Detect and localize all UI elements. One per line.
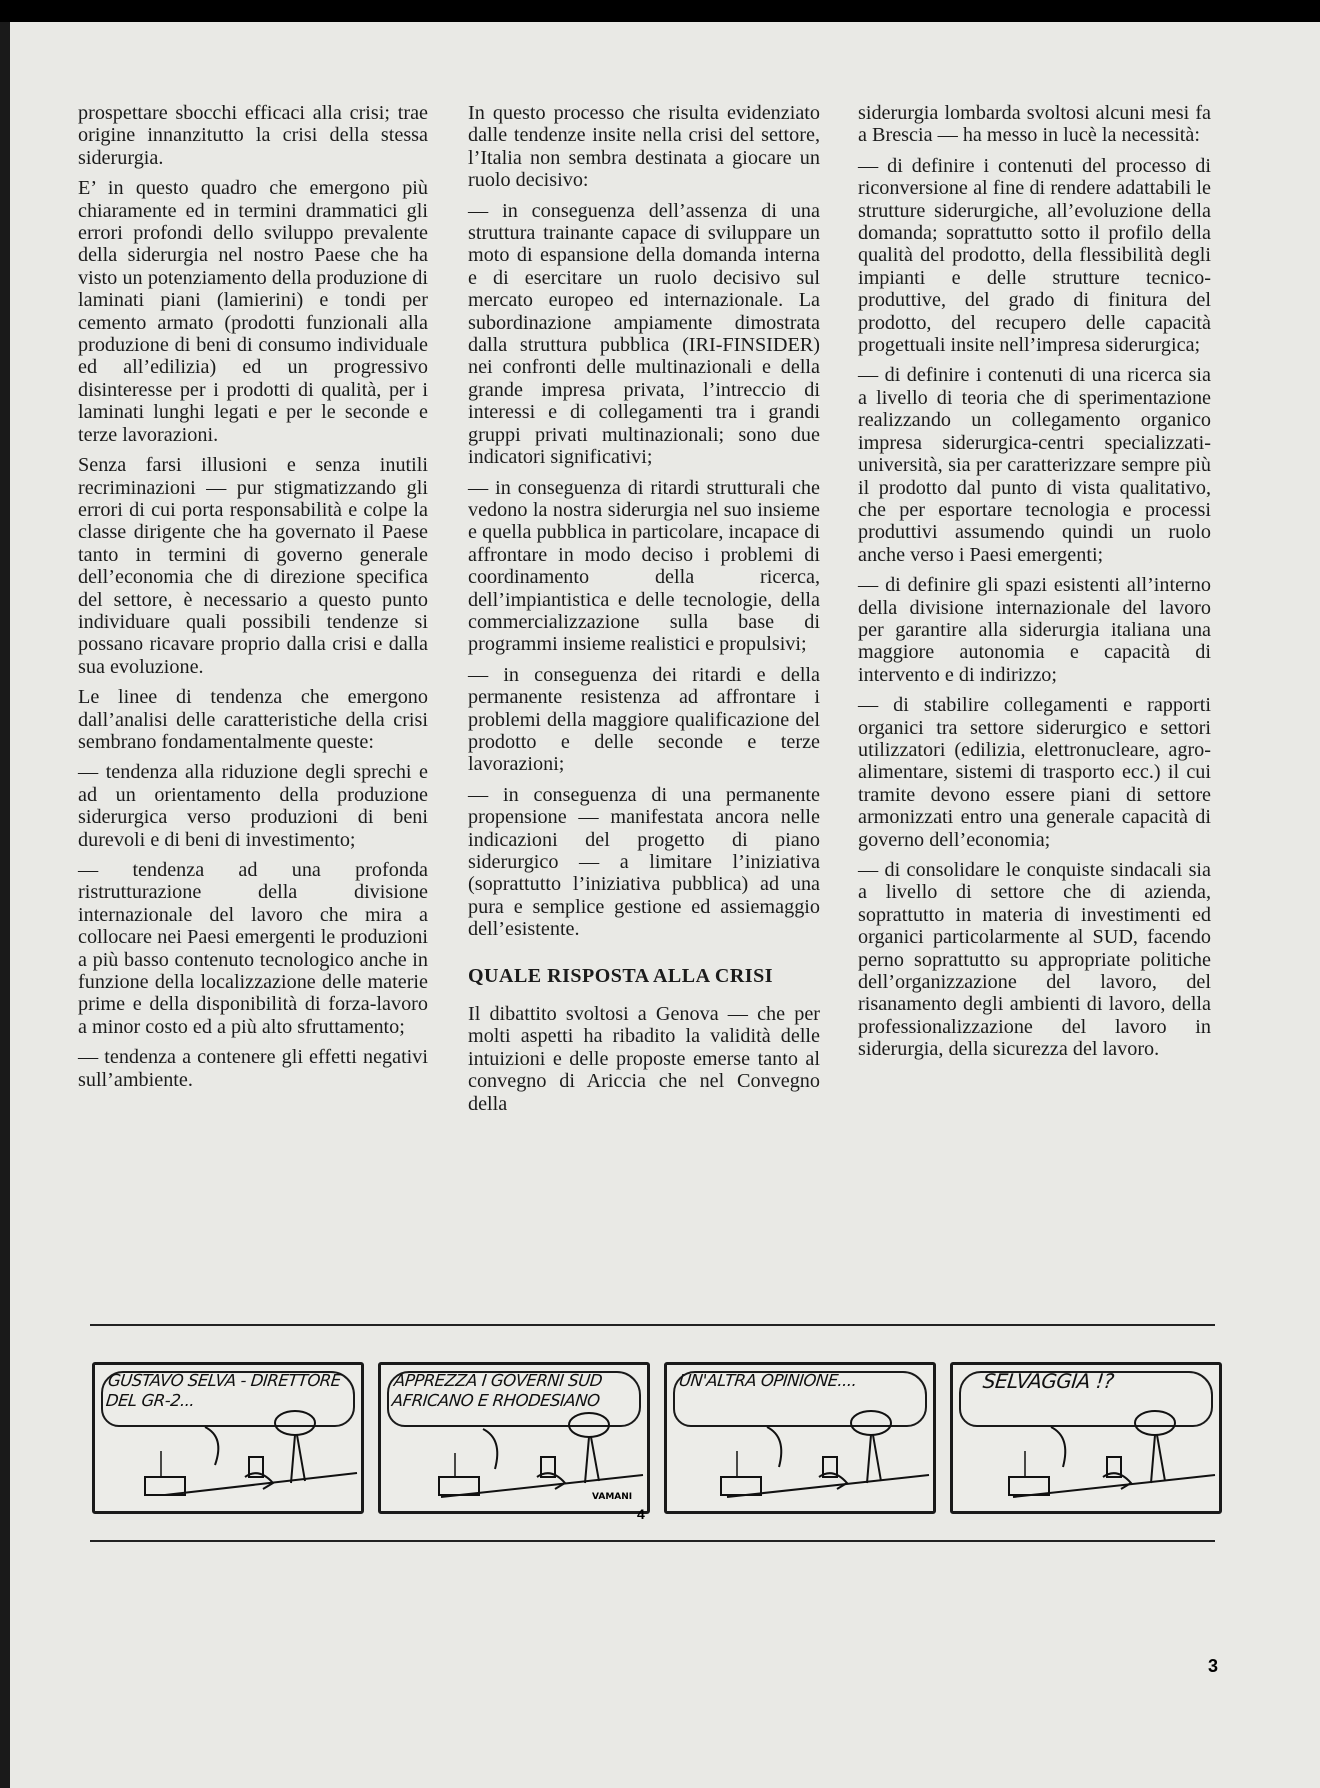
- artist-signature: VAMANI: [592, 1492, 633, 1502]
- magazine-page: [0, 22, 1320, 1788]
- comic-panel-3: [664, 1362, 936, 1514]
- paragraph: Il dibattito svoltosi a Genova — che per molti aspetti ha ribadito la validità delle intuizioni e delle proposte emerse tanto al convegno di Ariccia che nel Convegno della: [468, 1003, 820, 1115]
- speech-text: UN'ALTRA OPINIONE....: [678, 1371, 858, 1390]
- comic-panel-1: [92, 1362, 364, 1514]
- page-number: 3: [1208, 1656, 1219, 1676]
- speech-text: SELVAGGIA !?: [981, 1369, 1115, 1393]
- speech-text: APPREZZA I GOVERNI SUD AFRICANO E RHODESIANO: [391, 1371, 604, 1410]
- speech-text: GUSTAVO SELVA - DIRETTORE DEL GR-2...: [105, 1371, 342, 1410]
- comic-strip: [92, 1362, 1217, 1510]
- cartoon-figure-icon: [95, 1365, 361, 1511]
- paragraph: E’ in questo quadro che emergono più chiaramente ed in termini drammatici gli errori profondi dello sviluppo prevalente della siderurgia nel nostro Paese che ha visto un potenziamento della produzione di laminati piani (lamierini) e tondi per cemento armato (prodotti funzionali alla produzione di beni di consumo individuale ed all’edilizia) ed un progressivo disinteresse per i prodotti di qualità, per i laminati lunghi legati e per le seconde e terze lavorazioni.: [78, 177, 428, 446]
- paragraph: — in conseguenza di ritardi strutturali che vedono la nostra siderurgia nel suo insieme e quella pubblica in particolare, incapace di affrontare in modo deciso i problemi di coordinamento della ricerca, dell’impiantistica e delle tecnologie, della commercializzazione sulla base di programmi insieme realistici e propulsivi;: [468, 476, 820, 656]
- paragraph: — in conseguenza dell’assenza di una struttura trainante capace di sviluppare un moto di espansione della domanda interna e di esercitare un ruolo decisivo sul mercato europeo ed internazionale. La subordinazione ampiamente dimostrata dalla struttura pubblica (IRI-FINSIDER) nei confronti delle multinazionali e della grande impresa privata, l’intreccio di interessi e di collegamenti tra i grandi gruppi privati multinazionali; sono due indicatori significativi;: [468, 199, 820, 469]
- paragraph: — di definire gli spazi esistenti all’interno della divisione internazionale del lavoro per garantire alla siderurgia italiana una maggiore autonomia e capacità di intervento e di indirizzo;: [858, 574, 1211, 686]
- comic-panel-4: [950, 1362, 1222, 1514]
- paragraph: In questo processo che risulta evidenziato dalle tendenze insite nella crisi del settore, l’Italia non sembra destinata a giocare un ruolo decisivo:: [468, 102, 820, 192]
- center-mark: 4: [637, 1506, 645, 1522]
- paragraph: — tendenza a contenere gli effetti negativi sull’ambiente.: [78, 1046, 428, 1091]
- cartoon-figure-icon: [953, 1365, 1219, 1511]
- top-rule: [90, 1324, 1215, 1326]
- paragraph: — di definire i contenuti di una ricerca sia a livello di teoria che di sperimentazione realizzando un collegamento organico impresa siderurgica-centri specializzati-università, sia per caratterizzare sempre più il prodotto dal punto di vista qualitativo, che per esportare tecnologia e processi produttivi assumendo quindi un ruolo anche verso i Paesi emergenti;: [858, 364, 1211, 566]
- paragraph: Le linee di tendenza che emergono dall’analisi delle caratteristiche della crisi sembrano fondamentalmente queste:: [78, 686, 428, 753]
- cartoon-figure-icon: [667, 1365, 933, 1511]
- paragraph: — di stabilire collegamenti e rapporti organici tra settore siderurgico e settori utilizzatori (edilizia, elettronucleare, agro-alimentare, sistemi di trasporto ecc.) il cui tramite devono essere piani di settore armonizzati entro una generale capacità di governo dell’economia;: [858, 694, 1211, 851]
- paragraph: — in conseguenza di una permanente propensione — manifestata ancora nelle indicazioni del progetto di piano siderurgico — a limitare l’iniziativa (soprattutto l’iniziativa pubblica) ad una pura e semplice gestione ed assiemaggio dell’esistente.: [468, 783, 820, 941]
- paragraph: prospettare sbocchi efficaci alla crisi; trae origine innanzitutto la crisi della stessa siderurgia.: [78, 102, 428, 169]
- paragraph: — in conseguenza dei ritardi e della permanente resistenza ad affrontare i problemi della maggiore qualificazione del prodotto e delle seconde e terze lavorazioni;: [468, 663, 820, 776]
- text-column-3: [858, 102, 1211, 1069]
- text-column-2: [468, 102, 820, 1123]
- paragraph: — di consolidare le conquiste sindacali sia a livello di settore che di azienda, soprattutto in materia di investimenti ed organici particolarmente al SUD, facendo perno soprattutto su appropriate politiche dell’organizzazione del lavoro, del risanamento degli ambienti di lavoro, della professionalizzazione del lavoro in siderurgia, della sicurezza del lavoro.: [858, 859, 1211, 1061]
- bottom-rule: [90, 1540, 1215, 1542]
- paragraph: — tendenza ad una profonda ristrutturazione della divisione internazionale del lavoro che mira a collocare nei Paesi emergenti le produzioni a più basso contenuto tecnologico anche in funzione della localizzazione delle materie prime e della disponibilità di forza-lavoro a minor costo ed a più alto sfruttamento;: [78, 859, 428, 1038]
- paragraph: Senza farsi illusioni e senza inutili recriminazioni — pur stigmatizzando gli errori di cui porta responsabilità e colpe la classe dirigente che ha governato il Paese tanto in termini di governo generale dell’economia che di direzione specifica del settore, è necessario a questo punto individuare quali possibili tendenze si possano ricavare proprio dalla crisi e dalla sua evoluzione.: [78, 454, 428, 678]
- paragraph: siderurgia lombarda svoltosi alcuni mesi fa a Brescia — ha messo in lucè la necessità:: [858, 102, 1211, 147]
- paragraph: — di definire i contenuti del processo di riconversione al fine di rendere adattabili le strutture siderurgiche, all’evoluzione della domanda; soprattutto sotto il profilo della qualità del prodotto, della flessibilità degli impianti e delle strutture tecnico-produttive, del grado di finitura del prodotto, del recupero delle capacità progettuali insite nell’impresa siderurgica;: [858, 154, 1211, 357]
- paragraph: — tendenza alla riduzione degli sprechi e ad un orientamento della produzione siderurgica verso produzioni di beni durevoli e di beni di investimento;: [78, 761, 428, 851]
- cartoon-figure-icon: [381, 1365, 647, 1511]
- text-column-1: [78, 102, 428, 1099]
- section-heading: QUALE RISPOSTA ALLA CRISI: [468, 964, 773, 987]
